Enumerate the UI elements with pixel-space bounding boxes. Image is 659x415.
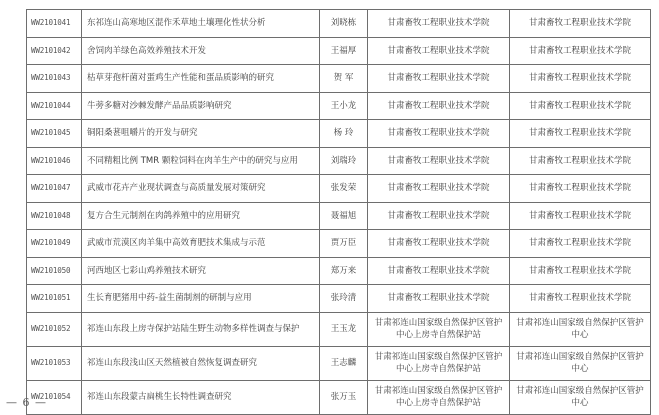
project-title-cell: 河西地区七彩山鸡养殖技术研究 — [82, 258, 320, 285]
page-number: — 6 — — [6, 396, 47, 409]
principal-cell: 张万玉 — [320, 381, 368, 414]
principal-cell: 郑万来 — [320, 258, 368, 285]
principal-cell: 王小龙 — [320, 93, 368, 120]
project-id-cell: WW2101044 — [27, 93, 82, 120]
supervising-org-cell: 甘肃畜牧工程职业技术学院 — [510, 120, 651, 147]
project-title-cell: 舍饲肉羊绿色高效养殖技术开发 — [82, 38, 320, 65]
project-id-cell: WW2101046 — [27, 148, 82, 175]
undertaking-unit-cell: 甘肃畜牧工程职业技术学院 — [368, 10, 510, 37]
project-id-cell: WW2101041 — [27, 10, 82, 37]
supervising-org-cell: 甘肃畜牧工程职业技术学院 — [510, 203, 651, 230]
supervising-org-cell: 甘肃畜牧工程职业技术学院 — [510, 258, 651, 285]
undertaking-unit-cell: 甘肃畜牧工程职业技术学院 — [368, 148, 510, 175]
supervising-org-cell: 甘肃畜牧工程职业技术学院 — [510, 148, 651, 175]
supervising-org-cell: 甘肃祁连山国家级自然保护区管护中心 — [510, 381, 651, 414]
supervising-org-cell: 甘肃祁连山国家级自然保护区管护中心 — [510, 347, 651, 380]
project-title-cell: 不同精粗比例 TMR 颗粒饲料在肉羊生产中的研究与应用 — [82, 148, 320, 175]
project-title-cell: 祁连山东段上房寺保护站陆生野生动物多样性调查与保护 — [82, 313, 320, 346]
project-title-cell: 枯草芽孢杆菌对蛋鸡生产性能和蛋品质影响的研究 — [82, 65, 320, 92]
principal-cell: 张玲清 — [320, 285, 368, 312]
table-row — [27, 175, 651, 203]
project-id-cell: WW2101045 — [27, 120, 82, 147]
principal-cell: 贾万臣 — [320, 230, 368, 257]
undertaking-unit-cell: 甘肃畜牧工程职业技术学院 — [368, 230, 510, 257]
principal-cell: 贺 军 — [320, 65, 368, 92]
principal-cell: 王志麟 — [320, 347, 368, 380]
project-title-cell: 武威市花卉产业现状调查与高质量发展对策研究 — [82, 175, 320, 202]
project-title-cell: 铜阳桑葚咀嚼片的开发与研究 — [82, 120, 320, 147]
table-row — [27, 65, 651, 93]
supervising-org-cell: 甘肃畜牧工程职业技术学院 — [510, 285, 651, 312]
principal-cell: 聂福旭 — [320, 203, 368, 230]
undertaking-unit-cell: 甘肃祁连山国家级自然保护区管护中心上房寺自然保护站 — [368, 313, 510, 346]
principal-cell: 王玉龙 — [320, 313, 368, 346]
undertaking-unit-cell: 甘肃畜牧工程职业技术学院 — [368, 285, 510, 312]
table-row — [27, 381, 651, 415]
project-title-cell: 武威市荒漠区肉羊集中高效育肥技术集成与示范 — [82, 230, 320, 257]
project-title-cell: 生长育肥猪用中药-益生菌制剂的研制与应用 — [82, 285, 320, 312]
table-row — [27, 313, 651, 347]
undertaking-unit-cell: 甘肃畜牧工程职业技术学院 — [368, 38, 510, 65]
table-row — [27, 38, 651, 66]
principal-cell: 王福厚 — [320, 38, 368, 65]
project-id-cell: WW2101053 — [27, 347, 82, 380]
undertaking-unit-cell: 甘肃畜牧工程职业技术学院 — [368, 65, 510, 92]
supervising-org-cell: 甘肃畜牧工程职业技术学院 — [510, 175, 651, 202]
supervising-org-cell: 甘肃畜牧工程职业技术学院 — [510, 65, 651, 92]
project-id-cell: WW2101043 — [27, 65, 82, 92]
table-row — [27, 347, 651, 381]
project-id-cell: WW2101051 — [27, 285, 82, 312]
project-title-cell: 东祁连山高寒地区混作禾草地土壤理化性状分析 — [82, 10, 320, 37]
table-row — [27, 230, 651, 258]
supervising-org-cell: 甘肃畜牧工程职业技术学院 — [510, 230, 651, 257]
project-title-cell: 复方合生元制剂在肉鸽养殖中的应用研究 — [82, 203, 320, 230]
principal-cell: 刘晓栋 — [320, 10, 368, 37]
table-row — [27, 258, 651, 286]
project-id-cell: WW2101042 — [27, 38, 82, 65]
table-row — [27, 120, 651, 148]
project-title-cell: 祁连山东段蒙古扁桃生长特性调查研究 — [82, 381, 320, 414]
project-id-cell: WW2101048 — [27, 203, 82, 230]
principal-cell: 张发荣 — [320, 175, 368, 202]
undertaking-unit-cell: 甘肃祁连山国家级自然保护区管护中心上房寺自然保护站 — [368, 347, 510, 380]
project-table — [26, 9, 651, 415]
table-row — [27, 285, 651, 313]
table-row — [27, 203, 651, 231]
supervising-org-cell: 甘肃畜牧工程职业技术学院 — [510, 10, 651, 37]
undertaking-unit-cell: 甘肃祁连山国家级自然保护区管护中心上房寺自然保护站 — [368, 381, 510, 414]
project-title-cell: 牛蒡多糖对沙棘发酵产品品质影响研究 — [82, 93, 320, 120]
project-title-cell: 祁连山东段浅山区天然植被自然恢复调查研究 — [82, 347, 320, 380]
undertaking-unit-cell: 甘肃畜牧工程职业技术学院 — [368, 203, 510, 230]
principal-cell: 杨 玲 — [320, 120, 368, 147]
undertaking-unit-cell: 甘肃畜牧工程职业技术学院 — [368, 120, 510, 147]
principal-cell: 刘瑞玲 — [320, 148, 368, 175]
project-id-cell: WW2101047 — [27, 175, 82, 202]
project-id-cell: WW2101050 — [27, 258, 82, 285]
undertaking-unit-cell: 甘肃畜牧工程职业技术学院 — [368, 175, 510, 202]
undertaking-unit-cell: 甘肃畜牧工程职业技术学院 — [368, 258, 510, 285]
project-id-cell: WW2101054 — [27, 381, 82, 414]
supervising-org-cell: 甘肃畜牧工程职业技术学院 — [510, 93, 651, 120]
supervising-org-cell: 甘肃祁连山国家级自然保护区管护中心 — [510, 313, 651, 346]
supervising-org-cell: 甘肃畜牧工程职业技术学院 — [510, 38, 651, 65]
undertaking-unit-cell: 甘肃畜牧工程职业技术学院 — [368, 93, 510, 120]
table-row — [27, 148, 651, 176]
table-row — [27, 10, 651, 38]
project-id-cell: WW2101049 — [27, 230, 82, 257]
table-row — [27, 93, 651, 121]
project-id-cell: WW2101052 — [27, 313, 82, 346]
